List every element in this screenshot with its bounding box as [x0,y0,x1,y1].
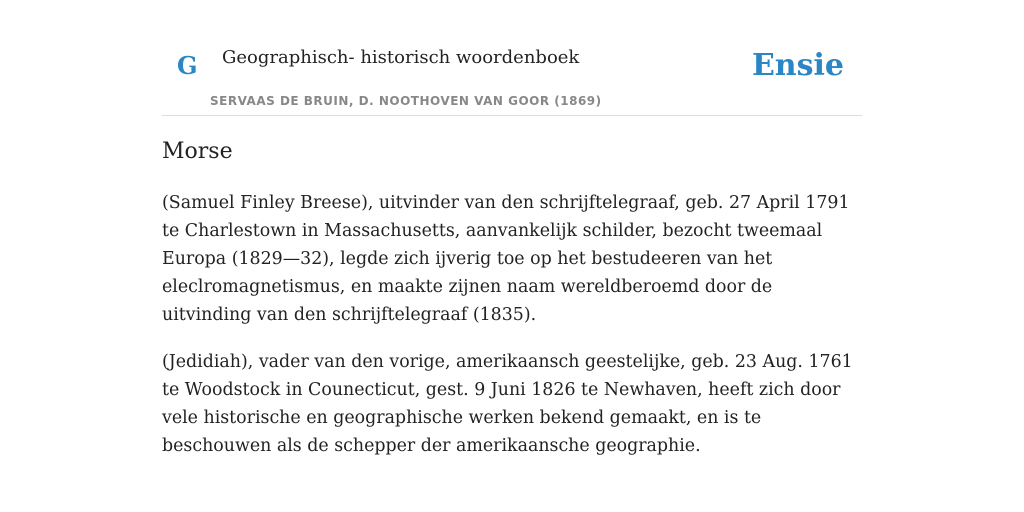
book-authors: SERVAAS DE BRUIN, D. NOOTHOVEN VAN GOOR (1869) [210,94,602,108]
book-title[interactable]: Geographisch- historisch woordenboek [222,47,580,68]
entry-paragraph: (Jedidiah), vader van den vorige, amerikaansch geestelijke, geb. 23 Aug. 1761 te Woodstock in Counecticut, gest. 9 Juni 1826 te Newhaven, heeft zich door vele historische en geographische werken bekend gemaakt, en is te beschouwen als de schepper der amerikaansche geographie. [162,351,853,456]
entry-paragraph: (Samuel Finley Breese), uitvinder van den schrijftelegraaf, geb. 27 April 1791 te Charlestown in Massachusetts, aanvankelijk schilder, bezocht tweemaal Europa (1829—32), legde zich ijverig toe op het bestudeeren van het eleclromagnetismus, en maakte zijnen naam wereldberoemd door de uitvinding van den schrijftelegraaf (1835). [162,192,850,325]
book-logo-icon[interactable]: G [177,51,198,80]
entry-title: Morse [162,139,233,164]
book-header [162,30,862,116]
entry-content [162,138,862,479]
ensie-logo[interactable]: Ensie [751,48,844,83]
